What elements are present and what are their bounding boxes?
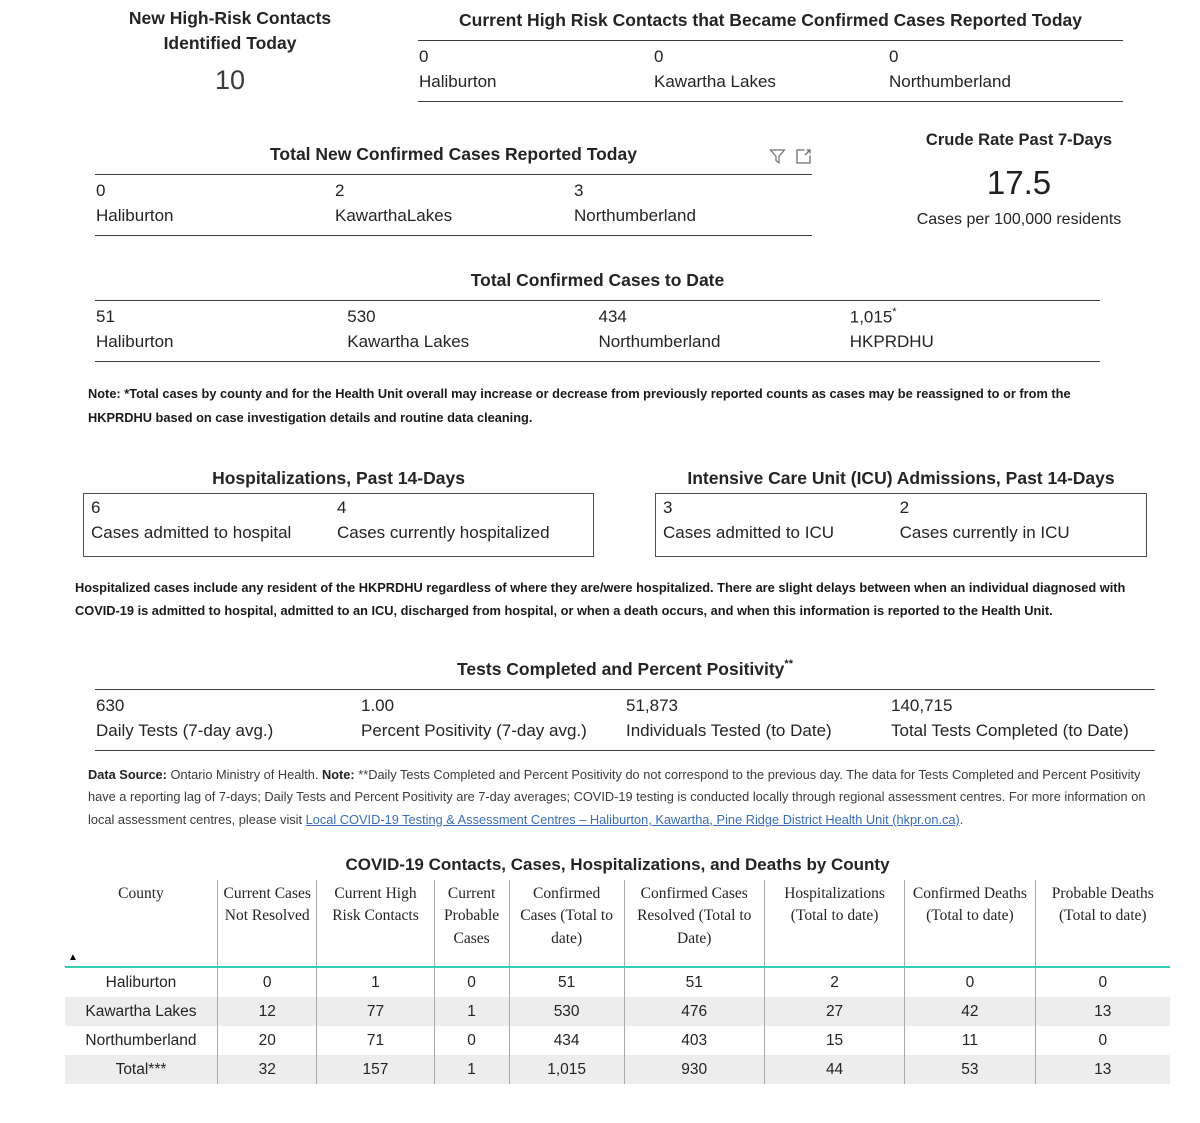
column-header-probable-deaths-total[interactable]: Probable Deaths (Total to date)	[1035, 880, 1170, 967]
item-value: 530	[347, 306, 376, 326]
item-value: 51	[96, 306, 115, 326]
item-label: Northumberland	[598, 331, 721, 351]
cell-value[interactable]: 0	[905, 967, 1035, 997]
card-item	[888, 47, 1123, 92]
item-value: 2	[335, 180, 345, 200]
column-header-confirmed-cases-resolved[interactable]: Confirmed Cases Resolved (Total to Date)	[624, 880, 764, 967]
cell-value[interactable]: 71	[317, 1026, 434, 1055]
item-label: Cases admitted to ICU	[663, 523, 835, 542]
card-item	[95, 181, 334, 226]
item-label: Haliburton	[419, 71, 497, 91]
column-header-current-high-risk-contacts[interactable]: Current High Risk Contacts	[317, 880, 434, 967]
card-title: Total Confirmed Cases to Date	[470, 270, 725, 290]
table-row-kawartha-lakes[interactable]	[65, 997, 1170, 1026]
note-label: Note:	[321, 767, 355, 782]
cell-value[interactable]: 930	[624, 1055, 764, 1084]
item-value: 3	[574, 180, 584, 200]
data-source-footnote: Data Source: Ontario Ministry of Health. Note: **Daily Tests Completed and Percent Positivity do not correspond to the previous day. The data for Tests Completed and Percent Positivity have a reporting lag of 7-days; Daily Tests and Percent Positivity are 7-day averages; COVID-19 testing is conducted locally through regional assessment centres. For more information on local assessment centres, please visit Local COVID-19 Testing & Assessment Centres – Haliburton, Kawartha, Pine Ridge District Health Unit (hkpr.on.ca).	[88, 767, 1146, 827]
cell-value[interactable]: 77	[317, 997, 434, 1026]
cell-value[interactable]: 42	[905, 997, 1035, 1026]
cell-value[interactable]: 51	[509, 967, 624, 997]
filter-funnel-icon[interactable]	[769, 148, 786, 165]
data-source-label: Data Source:	[88, 767, 167, 782]
cell-value[interactable]: 15	[764, 1026, 904, 1055]
item-label: Total Tests Completed (to Date)	[891, 720, 1129, 740]
card-title: Current High Risk Contacts that Became Confirmed Cases Reported Today	[459, 10, 1082, 30]
item-label: Northumberland	[574, 205, 696, 225]
column-header-current-cases-not-resolved[interactable]: Current Cases Not Resolved	[217, 880, 316, 967]
card-item	[95, 696, 360, 741]
card-item	[598, 307, 849, 353]
card-title: Total New Confirmed Cases Reported Today	[270, 144, 637, 164]
cell-value[interactable]: 1	[434, 997, 509, 1026]
card-total-confirmed-to-date	[95, 268, 1100, 362]
icu-title: Intensive Care Unit (ICU) Admissions, Past 14-Days	[687, 468, 1115, 488]
asterisk-footnote: *	[892, 305, 897, 318]
card-item	[95, 307, 346, 353]
cell-value[interactable]: 12	[217, 997, 316, 1026]
cell-value[interactable]: 0	[1035, 1026, 1170, 1055]
item-label: Kawartha Lakes	[347, 331, 470, 351]
cell-value[interactable]: 403	[624, 1026, 764, 1055]
cell-value[interactable]: 434	[509, 1026, 624, 1055]
column-header-confirmed-cases-total[interactable]: Confirmed Cases (Total to date)	[509, 880, 624, 967]
card-item	[625, 696, 890, 741]
column-header-hospitalizations-total[interactable]: Hospitalizations (Total to date)	[764, 880, 904, 967]
item-value: 630	[96, 695, 125, 715]
card-crude-rate	[858, 131, 1180, 229]
card-icu	[655, 493, 1147, 557]
item-label: Percent Positivity (7-day avg.)	[361, 720, 587, 740]
column-header-confirmed-deaths-total[interactable]: Confirmed Deaths (Total to date)	[905, 880, 1035, 967]
cell-value[interactable]: 11	[905, 1026, 1035, 1055]
cell-value[interactable]: 1,015	[509, 1055, 624, 1084]
card-subtitle: Cases per 100,000 residents	[916, 211, 1122, 228]
cell-value[interactable]: 32	[217, 1055, 316, 1084]
column-header-current-probable-cases[interactable]: Current Probable Cases	[434, 880, 509, 967]
cell-value[interactable]: 157	[317, 1055, 434, 1084]
item-label: Kawartha Lakes	[654, 71, 776, 91]
card-new-high-risk-contacts	[100, 6, 360, 96]
cell-value[interactable]: 1	[317, 967, 434, 997]
hospitalizations-title: Hospitalizations, Past 14-Days	[212, 468, 465, 488]
card-title: New High-Risk Contacts Identified Today	[128, 8, 332, 53]
column-header-county[interactable]: County ▲	[65, 880, 217, 967]
item-value: 2	[899, 498, 910, 517]
item-label: Haliburton	[96, 205, 174, 225]
double-asterisk-footnote: **	[784, 658, 793, 671]
cell-county[interactable]: Northumberland	[85, 1031, 197, 1049]
item-label: Cases currently in ICU	[899, 523, 1070, 542]
item-label: Northumberland	[889, 71, 1011, 91]
item-value: 3	[663, 498, 673, 517]
card-item	[91, 498, 337, 556]
item-label: Cases admitted to hospital	[91, 523, 292, 542]
card-item	[890, 696, 1155, 741]
card-hospitalizations	[83, 493, 594, 557]
item-label: Cases currently hospitalized	[336, 523, 550, 542]
hospitalized-footnote: Hospitalized cases include any resident of the HKPRDHU regardless of where they are/were hospitalized. There are slight delays between when an individual diagnosed with COVID-19 is admitted to hospital, admitted to an ICU, discharged from hospital, or when a death occurs, and when this information is reported to the Health Unit.	[75, 580, 1126, 619]
item-label: KawarthaLakes	[335, 205, 453, 225]
cell-value[interactable]: 0	[434, 1026, 509, 1055]
card-title: Tests Completed and Percent Positivity**	[457, 658, 793, 679]
item-value: 0	[96, 180, 106, 200]
card-current-high-risk-confirmed	[418, 8, 1123, 102]
cell-value[interactable]: 44	[764, 1055, 904, 1084]
table-row-haliburton[interactable]	[65, 967, 1170, 997]
table-row-northumberland[interactable]	[65, 1026, 1170, 1055]
item-value: 6	[91, 498, 101, 517]
cell-value[interactable]: 20	[217, 1026, 316, 1055]
item-value: 140,715	[891, 695, 953, 715]
item-value: 434	[598, 306, 627, 326]
item-value: 0	[889, 46, 899, 66]
item-value: 1,015*	[849, 305, 897, 327]
item-label: Individuals Tested (to Date)	[626, 720, 832, 740]
card-item	[573, 181, 812, 226]
card-value: 17.5	[986, 164, 1052, 201]
item-value: 0	[419, 46, 429, 66]
cell-value[interactable]: 0	[1035, 967, 1170, 997]
cell-value[interactable]: 476	[624, 997, 764, 1026]
cell-value[interactable]: 27	[764, 997, 904, 1026]
sort-ascending-icon[interactable]: ▲	[68, 951, 78, 963]
item-value: 51,873	[626, 695, 678, 715]
focus-mode-icon[interactable]	[795, 148, 812, 165]
item-value: 0	[654, 46, 664, 66]
county-table	[65, 880, 1170, 1084]
card-item	[653, 47, 888, 92]
item-label: Haliburton	[96, 331, 174, 351]
item-label: Daily Tests (7-day avg.)	[96, 720, 274, 740]
card-item	[663, 498, 900, 556]
cell-value[interactable]: 0	[434, 967, 509, 997]
table-title: COVID-19 Contacts, Cases, Hospitalizations, and Deaths by County	[345, 855, 890, 874]
card-value: 10	[214, 65, 246, 95]
card-total-new-confirmed	[95, 142, 812, 236]
cell-value[interactable]: 1	[434, 1055, 509, 1084]
cell-value[interactable]: 2	[764, 967, 904, 997]
item-value: 1.00	[361, 695, 395, 715]
card-item	[337, 498, 593, 556]
cell-county[interactable]: Haliburton	[105, 973, 177, 991]
table-row-total[interactable]	[65, 1055, 1170, 1084]
assessment-centres-link[interactable]: Local COVID-19 Testing & Assessment Centres – Haliburton, Kawartha, Pine Ridge District Health Unit (hkpr.on.ca)	[305, 811, 960, 827]
total-cases-footnote: Note: *Total cases by county and for the Health Unit overall may increase or decrease from previously reported counts as cases may be reassigned to or from the HKPRDHU based on case investigation details and routine data cleaning.	[88, 386, 1071, 425]
card-item	[849, 307, 1100, 353]
cell-value[interactable]: 13	[1035, 997, 1170, 1026]
cell-county[interactable]: Kawartha Lakes	[85, 1002, 197, 1020]
cell-value[interactable]: 51	[624, 967, 764, 997]
item-value: 4	[336, 498, 347, 517]
card-tests	[95, 657, 1155, 751]
card-title: Crude Rate Past 7-Days	[925, 131, 1113, 149]
card-item	[334, 181, 573, 226]
cell-value[interactable]: 53	[905, 1055, 1035, 1084]
card-item	[360, 696, 625, 741]
cell-county[interactable]: Total***	[115, 1060, 167, 1078]
card-item	[418, 47, 653, 92]
card-item	[900, 498, 1146, 556]
cell-value[interactable]: 13	[1035, 1055, 1170, 1084]
table-header-row	[65, 880, 1170, 967]
cell-value[interactable]: 0	[217, 967, 316, 997]
card-item	[346, 307, 597, 353]
item-label: HKPRDHU	[849, 332, 934, 352]
cell-value[interactable]: 530	[509, 997, 624, 1026]
